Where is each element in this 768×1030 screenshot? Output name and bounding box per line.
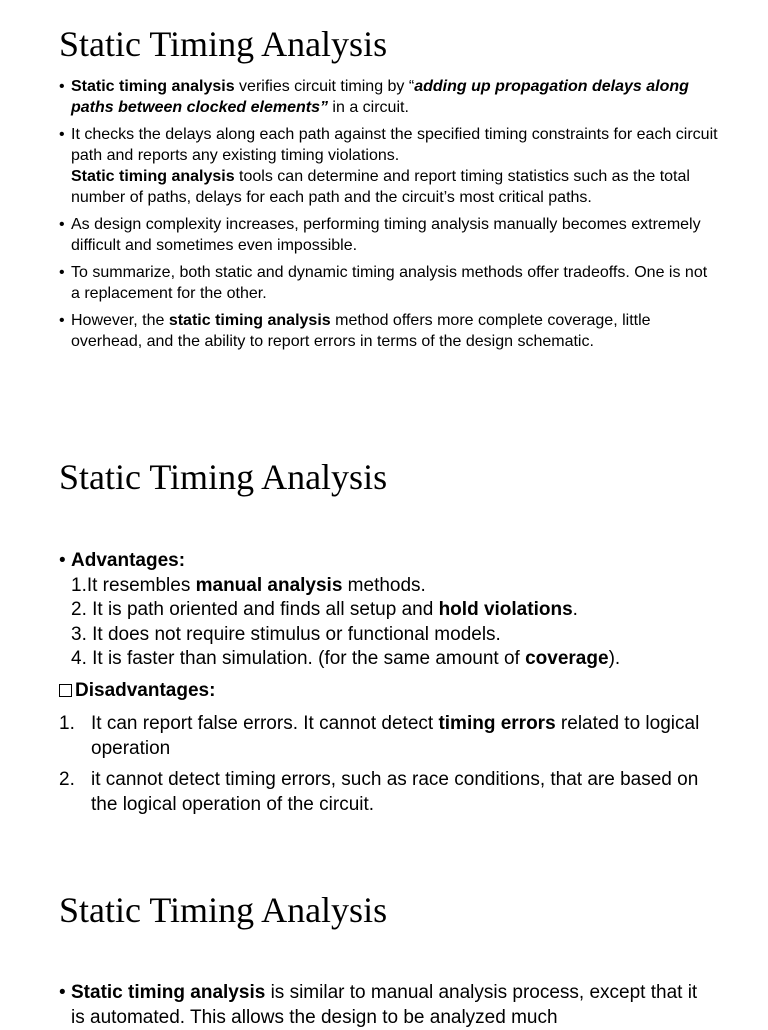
text-run: It can report false errors. It cannot detect <box>91 713 439 734</box>
checkbox-bullet-icon <box>59 684 72 697</box>
disadvantage-item <box>59 712 719 761</box>
bullet-item <box>59 262 719 304</box>
text-run: As design complexity increases, performing timing analysis manually becomes extremely difficult and sometimes even impossible. <box>71 216 701 254</box>
bullet-item <box>59 310 719 352</box>
slide-title: Static Timing Analysis <box>59 457 388 497</box>
bullet-item <box>59 124 719 208</box>
emphasis-text: Static timing analysis <box>71 78 235 95</box>
text-run: However, the <box>71 312 169 329</box>
advantages-heading: Advantages: <box>71 550 186 571</box>
disadvantages-heading-label: Disadvantages: <box>75 680 216 701</box>
text-run: ). <box>608 648 621 669</box>
item-number: 1. <box>59 713 75 734</box>
slide-title: Static Timing Analysis <box>59 24 388 64</box>
slide-title: Static Timing Analysis <box>59 890 388 930</box>
text-run: 4. It is faster than simulation. (for the same amount of <box>71 648 526 669</box>
emphasis-text: manual analysis <box>195 574 343 596</box>
advantage-row <box>71 647 719 672</box>
disadvantage-item <box>59 768 719 817</box>
text-run: To summarize, both static and dynamic timing analysis methods offer tradeoffs. One is not a replacement for the other. <box>71 264 708 302</box>
emphasis-text: adding up propagation delays along paths between clocked elements” <box>71 78 689 116</box>
advantage-row <box>71 574 719 599</box>
bullet-item <box>59 76 719 118</box>
text-run: It checks the delays along each path against the specified timing constraints for each circuit path and reports any existing timing violations. <box>71 126 718 164</box>
text-run: 2. It is path oriented and finds all setup and <box>71 599 439 620</box>
text-run: tools can determine and report timing statistics such as the total number of paths, delays for each path and the circuit’s most critical paths. <box>71 168 690 206</box>
text-run: 3. It does not require stimulus or functional models. <box>71 623 501 645</box>
emphasis-text: static timing analysis <box>168 312 331 329</box>
emphasis-text: Static timing analysis <box>71 168 235 185</box>
bullet-list <box>59 76 719 358</box>
emphasis-text: Static timing analysis <box>71 982 266 1003</box>
text-run: related to logical operation <box>91 713 700 759</box>
advantages-list <box>59 549 719 672</box>
disadvantages-list <box>59 712 719 824</box>
emphasis-text: hold violations <box>438 599 573 620</box>
bullet-list <box>59 981 699 1030</box>
disadvantages-heading <box>59 679 215 703</box>
bullet-item <box>59 981 699 1030</box>
item-number: 2. <box>59 769 75 790</box>
text-run: method offers more complete coverage, little overhead, and the ability to report errors in terms of the design schematic. <box>71 312 651 350</box>
advantage-row <box>71 598 719 623</box>
bullet-item <box>59 214 719 256</box>
text-run: it cannot detect timing errors, such as race conditions, that are based on the logical operation of the circuit. <box>91 769 699 815</box>
advantage-row <box>71 623 719 648</box>
text-run: verifies circuit timing by “ <box>234 78 415 95</box>
advantages-rows <box>71 574 719 672</box>
text-run: methods. <box>342 574 426 596</box>
text-run: . <box>572 599 578 620</box>
text-run: is similar to manual analysis process, except that it is automated. This allows the design to be analyzed much <box>71 982 698 1028</box>
text-run: 1.It resembles <box>71 574 196 596</box>
emphasis-text: coverage <box>525 648 609 669</box>
advantages-item <box>59 549 719 672</box>
emphasis-text: timing errors <box>438 713 556 734</box>
text-run: in a circuit. <box>327 99 409 116</box>
